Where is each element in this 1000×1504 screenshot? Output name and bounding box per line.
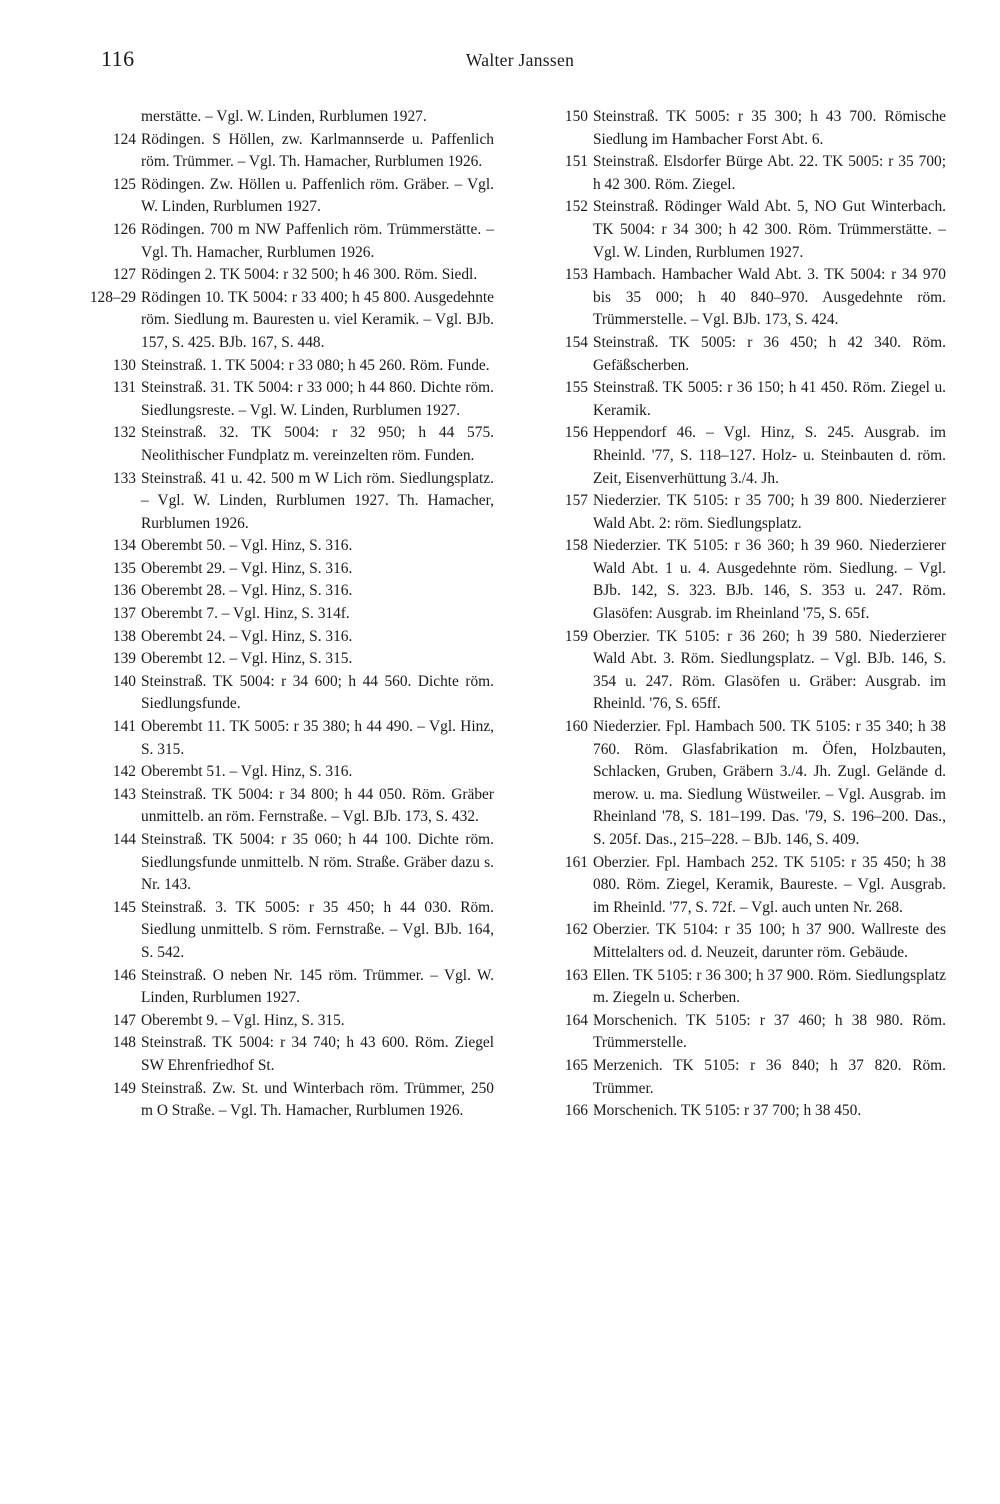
catalog-entry [548,422,946,490]
entry-number: 153 [564,266,588,284]
catalog-entry [96,1010,494,1033]
catalog-entry [96,965,494,1010]
entry-number: 152 [564,198,588,216]
catalog-entry [548,106,946,151]
catalog-entry [548,196,946,264]
entry-text: Oberzier. TK 5105: r 36 260; h 39 580. Niederzierer Wald Abt. 3. Röm. Siedlungsplatz. – Vgl. BJb. 146, S. 354 u. 247. Röm. Glasöfen u. Gräber: Ausgrab. im Rheinld. '76, S. 65ff. [593,627,946,713]
entry-number: 156 [564,424,588,442]
entry-number: 138 [112,627,136,645]
catalog-entry [548,1055,946,1100]
entry-text: Oberembt 50. – Vgl. Hinz, S. 316. [141,537,353,555]
entry-number: 161 [564,853,588,871]
catalog-entry [96,535,494,558]
catalog-entry [96,716,494,761]
entry-number: 147 [112,1011,136,1029]
entry-number: 126 [112,220,136,238]
catalog-entry [96,355,494,378]
catalog-entry [548,716,946,852]
entry-text: Niederzier. Fpl. Hambach 500. TK 5105: r 35 340; h 38 760. Röm. Glasfabrikation m. Öfen, Holzbauten, Schlacken, Gruben, Gräbern 3./4. Jh. Zugl. Gelände d. merow. u. ma. Siedlung Wüstweiler. – Vgl. Ausgrab. im Rheinland '78, S. 181–199. Das. '79, S. 196–200. Das., S. 205f. Das., 215–228. – BJb. 146, S. 409. [593,718,946,848]
catalog-entry [96,174,494,219]
catalog-entry [96,784,494,829]
entry-text: Niederzier. TK 5105: r 36 360; h 39 960. Niederzierer Wald Abt. 1 u. 4. Ausgedehnte röm. Siedlung. – Vgl. BJb. 142, S. 323. BJb. 146, S. 353 u. 247. Röm. Glasöfen: Ausgrab. im Rheinland '75, S. 65f. [593,537,946,623]
page-number: 116 [101,46,135,71]
catalog-entry [96,671,494,716]
entry-number: 154 [564,333,588,351]
entry-number: 136 [112,582,136,600]
entry-text: Rödingen. Zw. Höllen u. Paffenlich röm. Gräber. – Vgl. W. Linden, Rurblumen 1927. [141,175,494,216]
entry-number: 131 [112,379,136,397]
entry-number: 146 [112,966,136,984]
entry-text: Niederzier. TK 5105: r 35 700; h 39 800. Niederzierer Wald Abt. 2: röm. Siedlungsplatz. [593,492,946,532]
entry-number: 141 [112,718,136,736]
entry-text: Oberembt 51. – Vgl. Hinz, S. 316. [141,763,353,781]
catalog-entry [96,558,494,581]
catalog-entry [96,1032,494,1077]
entry-number: 140 [112,672,136,690]
entry-number: 145 [112,898,136,916]
entry-text: Oberembt 24. – Vgl. Hinz, S. 316. [141,627,353,645]
entry-number: 133 [112,469,136,487]
catalog-entry [96,264,494,287]
entry-text: Oberembt 7. – Vgl. Hinz, S. 314f. [141,605,350,623]
entry-text: Heppendorf 46. – Vgl. Hinz, S. 245. Ausgrab. im Rheinld. '77, S. 118–127. Holz- u. Steinbauten d. röm. Zeit, Eisenverhüttung 3./4. Jh. [593,424,946,487]
catalog-entry [89,287,494,355]
entry-number: 143 [112,785,136,803]
entry-text: Oberzier. TK 5104: r 35 100; h 37 900. Wallreste des Mittelalters od. d. Neuzeit, darunter röm. Gebäude. [593,921,946,961]
entry-text: Steinstraß. 32. TK 5004: r 32 950; h 44 575. Neolithischer Fundplatz m. vereinzelten röm. Funden. [141,424,494,464]
entry-text: Rödingen 2. TK 5004: r 32 500; h 46 300. Röm. Siedl. [141,266,478,284]
entry-number: 162 [564,921,588,939]
catalog-entry [548,1100,946,1123]
catalog-entry [548,1010,946,1055]
catalog-entry [548,535,946,625]
entry-number: 139 [112,650,136,668]
catalog-entry [548,626,946,716]
catalog-entry [548,919,946,964]
entry-number: 151 [564,153,588,171]
entry-text: Steinstraß. TK 5005: r 36 150; h 41 450. Röm. Ziegel u. Keramik. [593,379,946,419]
entry-text: merstätte. – Vgl. W. Linden, Rurblumen 1927. [141,108,427,125]
entry-number: 160 [564,718,588,736]
entry-text: Steinstraß. TK 5005: r 35 300; h 43 700. Römische Siedlung im Hambacher Forst Abt. 6. [593,108,946,148]
catalog-entry [548,332,946,377]
catalog-entry [96,468,494,536]
entry-text: Steinstraß. Elsdorfer Bürge Abt. 22. TK 5005: r 35 700; h 42 300. Röm. Ziegel. [593,153,946,193]
entry-text: Morschenich. TK 5105: r 37 700; h 38 450. [593,1102,862,1120]
entry-text: Steinstraß. TK 5005: r 36 450; h 42 340. Röm. Gefäßscherben. [593,333,946,374]
catalog-entry [548,490,946,535]
entry-number: 132 [112,424,136,442]
entry-number: 166 [564,1102,588,1120]
entry-text: Rödingen 10. TK 5004: r 33 400; h 45 800. Ausgedehnte röm. Siedlung m. Bauresten u. viel Keramik. – Vgl. BJb. 157, S. 425. BJb. 167, S. 448. [141,288,494,351]
right-column [548,106,946,1123]
entry-number: 157 [564,492,588,510]
catalog-entry [96,829,494,897]
entry-number: 137 [112,605,136,623]
catalog-entry [548,852,946,920]
catalog-entry [548,377,946,422]
entry-text: Steinstraß. Rödinger Wald Abt. 5, NO Gut Winterbach. TK 5004: r 34 300; h 42 300. Röm. Trümmerstätte. – Vgl. W. Linden, Rurblumen 1927. [593,198,946,261]
catalog-entry [96,1078,494,1123]
entry-text: Steinstraß. 31. TK 5004: r 33 000; h 44 860. Dichte röm. Siedlungsreste. – Vgl. W. Linden, Rurblumen 1927. [141,379,494,419]
entry-text: Steinstraß. TK 5004: r 34 800; h 44 050. Röm. Gräber unmittelb. an röm. Fernstraße. – Vgl. BJb. 173, S. 432. [141,785,494,826]
entry-text: Steinstraß. 3. TK 5005: r 35 450; h 44 030. Röm. Siedlung unmittelb. S röm. Fernstraße. – Vgl. BJb. 164, S. 542. [141,898,494,961]
catalog-entry [96,648,494,671]
entry-text: Oberembt 11. TK 5005: r 35 380; h 44 490. – Vgl. Hinz, S. 315. [141,718,494,758]
entry-text: Steinstraß. TK 5004: r 34 600; h 44 560. Dichte röm. Siedlungsfunde. [141,672,494,713]
entry-text: Morschenich. TK 5105: r 37 460; h 38 980. Röm. Trümmerstelle. [593,1011,946,1052]
entry-number: 144 [112,831,136,848]
catalog-entry [96,580,494,603]
catalog-entry [96,761,494,784]
entry-number: 150 [564,108,588,125]
entry-text: Rödingen. 700 m NW Paffenlich röm. Trümmerstätte. – Vgl. Th. Hamacher, Rurblumen 1926. [141,220,494,261]
entry-text: Oberembt 29. – Vgl. Hinz, S. 316. [141,559,353,577]
entry-text: Merzenich. TK 5105: r 36 840; h 37 820. Röm. Trümmer. [593,1056,946,1097]
entry-text: Steinstraß. 41 u. 42. 500 m W Lich röm. Siedlungsplatz. – Vgl. W. Linden, Rurblumen 1927. Th. Hamacher, Rurblumen 1926. [141,469,494,532]
entry-number: 134 [112,537,136,555]
catalog-entry [96,106,494,129]
entry-number: 135 [112,559,136,577]
entry-number: 165 [564,1056,588,1074]
entry-text: Oberembt 28. – Vgl. Hinz, S. 316. [141,582,353,600]
entry-text: Steinstraß. TK 5004: r 34 740; h 43 600. Röm. Ziegel SW Ehrenfriedhof St. [141,1034,494,1074]
entry-number: 149 [112,1079,136,1097]
entry-text: Oberembt 9. – Vgl. Hinz, S. 315. [141,1011,345,1029]
catalog-entry [96,626,494,649]
entry-number: 164 [564,1011,588,1029]
entry-number: 158 [564,537,588,555]
entry-text: Oberzier. Fpl. Hambach 252. TK 5105: r 35 450; h 38 080. Röm. Ziegel, Keramik, Baureste. – Vgl. Ausgrab. im Rheinld. '77, S. 72f. – Vgl. auch unten Nr. 268. [593,853,946,916]
catalog-entry [548,965,946,1010]
entry-text: Oberembt 12. – Vgl. Hinz, S. 315. [141,650,353,668]
entry-number: 128–29 [89,288,136,306]
entry-number: 163 [564,966,588,984]
entry-text: Steinstraß. 1. TK 5004: r 33 080; h 45 260. Röm. Funde. [141,356,490,374]
entry-text: Ellen. TK 5105: r 36 300; h 37 900. Röm. Siedlungsplatz m. Ziegeln u. Scherben. [593,966,946,1007]
entry-text: Steinstraß. Zw. St. und Winterbach röm. Trümmer, 250 m O Straße. – Vgl. Th. Hamacher, Rurblumen 1926. [141,1079,494,1120]
catalog-entry [96,603,494,626]
entry-number: 125 [112,175,136,193]
entry-number: 159 [564,627,588,645]
entry-text: Hambach. Hambacher Wald Abt. 3. TK 5004: r 34 970 bis 35 000; h 40 840–970. Ausgedehnte röm. Trümmerstelle. – Vgl. BJb. 173, S. 424. [593,266,946,329]
catalog-entry [548,151,946,196]
entry-text: Steinstraß. TK 5004: r 35 060; h 44 100. Dichte röm. Siedlungsfunde unmittelb. N röm. Straße. Gräber dazu s. Nr. 143. [141,831,494,894]
running-head: Walter Janssen [465,50,575,70]
entry-number: 148 [112,1034,136,1052]
entry-number: 130 [112,356,136,374]
catalog-entry [96,219,494,264]
entry-text: Rödingen. S Höllen, zw. Karlmannserde u. Paffenlich röm. Trümmer. – Vgl. Th. Hamacher, Rurblumen 1926. [141,130,494,171]
catalog-entry [96,377,494,422]
entry-number: 155 [564,379,588,397]
entry-text: Steinstraß. O neben Nr. 145 röm. Trümmer. – Vgl. W. Linden, Rurblumen 1927. [141,966,494,1007]
entry-number: 142 [112,763,136,781]
catalog-entry [96,129,494,174]
left-column [89,106,494,1123]
catalog-entry [96,422,494,467]
entry-number: 127 [112,266,136,284]
catalog-entry [548,264,946,332]
entry-number: 124 [112,130,136,148]
catalog-entry [96,897,494,965]
